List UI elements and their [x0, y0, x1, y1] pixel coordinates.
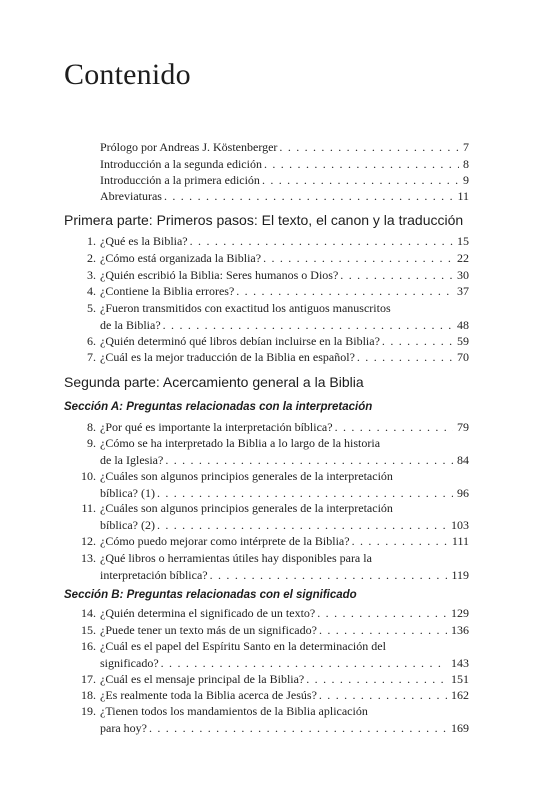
entry-page: 79: [457, 420, 469, 434]
entry-title-cont: de la Iglesia?: [100, 453, 164, 467]
entry-page: 136: [451, 623, 469, 637]
entry-number: 2.: [87, 251, 96, 265]
entry-page: 8: [463, 157, 469, 171]
entry-page: 169: [451, 721, 469, 735]
entry-number: 18.: [81, 688, 96, 702]
entry-title: ¿Quién determina el significado de un texto?: [100, 606, 316, 620]
entry-title-cont: interpretación bíblica?: [100, 568, 208, 582]
entry-title: ¿Es realmente toda la Biblia acerca de Jesús?: [100, 688, 317, 702]
entry-page: 48: [457, 318, 469, 332]
entry-page: 96: [457, 486, 469, 500]
entry-number: 19.: [81, 704, 96, 718]
entry-number: 6.: [87, 334, 96, 348]
entry-number: 16.: [81, 639, 96, 653]
entry-page: 9: [463, 173, 469, 187]
entry-title-cont: significado?: [100, 656, 159, 670]
entry-title: ¿Cuál es la mejor traducción de la Biblia en español?: [100, 350, 355, 364]
entry-title: ¿Tienen todos los mandamientos de la Biblia aplicación: [100, 704, 368, 718]
entry-title: Introducción a la primera edición: [100, 173, 260, 187]
entry-title: ¿Quién escribió la Biblia: Seres humanos o Dios?: [100, 268, 339, 282]
entry-page: 151: [451, 672, 469, 686]
entry-title: ¿Cómo está organizada la Biblia?: [100, 251, 262, 265]
part-heading: Primera parte: Primeros pasos: El texto, el canon y la traducción: [64, 212, 464, 228]
entry-number: 3.: [87, 268, 96, 282]
entry-page: 15: [457, 234, 469, 248]
entry-page: 84: [457, 453, 469, 467]
entry-page: 37: [457, 284, 469, 298]
entry-title: ¿Cómo se ha interpretado la Biblia a lo largo de la historia: [100, 436, 381, 450]
entry-page: 7: [463, 140, 469, 154]
entry-page: 103: [451, 518, 469, 532]
entry-number: 15.: [81, 623, 96, 637]
part-heading: Segunda parte: Acercamiento general a la Biblia: [64, 374, 364, 390]
entry-number: 9.: [87, 436, 96, 450]
entry-page: 30: [457, 268, 469, 282]
entry-title: ¿Qué libros o herramientas útiles hay disponibles para la: [100, 551, 372, 565]
entry-page: 22: [457, 251, 469, 265]
entry-number: 5.: [87, 301, 96, 315]
entry-title-cont: de la Biblia?: [100, 318, 161, 332]
entry-number: 10.: [81, 469, 96, 483]
entry-title: Prólogo por Andreas J. Köstenberger: [100, 140, 278, 154]
entry-page: 119: [451, 568, 469, 582]
entry-title: ¿Por qué es importante la interpretación bíblica?: [100, 420, 333, 434]
entry-title: ¿Quién determinó qué libros debían incluirse en la Biblia?: [100, 334, 380, 348]
section-heading: Sección A: Preguntas relacionadas con la interpretación: [64, 401, 373, 413]
entry-title-cont: bíblica? (2): [100, 518, 155, 532]
entry-page: 11: [457, 189, 469, 203]
entry-title-cont: para hoy?: [100, 721, 147, 735]
page-title: Contenido: [64, 58, 191, 91]
entry-title: ¿Cuál es el papel del Espíritu Santo en la determinación del: [100, 639, 386, 653]
entry-number: 13.: [81, 551, 96, 565]
entry-number: 4.: [87, 284, 96, 298]
entry-title: ¿Cuáles son algunos principios generales de la interpretación: [100, 469, 393, 483]
entry-number: 12.: [81, 534, 96, 548]
entry-title: ¿Fueron transmitidos con exactitud los antiguos manuscritos: [100, 301, 391, 315]
entry-page: 143: [451, 656, 469, 670]
entry-page: 129: [451, 606, 469, 620]
entry-title: ¿Puede tener un texto más de un significado?: [100, 623, 317, 637]
entry-title: Abreviaturas: [100, 189, 162, 203]
entry-title: ¿Contiene la Biblia errores?: [100, 284, 235, 298]
entry-page: 70: [457, 350, 469, 364]
entry-page: 111: [451, 534, 469, 548]
entry-number: 11.: [81, 501, 96, 515]
entry-page: 59: [457, 334, 469, 348]
entry-title: ¿Cuáles son algunos principios generales de la interpretación: [100, 501, 393, 515]
entry-number: 8.: [87, 420, 96, 434]
entry-title: ¿Cómo puedo mejorar como intérprete de la Biblia?: [100, 534, 350, 548]
entry-number: 7.: [87, 350, 96, 364]
entry-number: 1.: [87, 234, 96, 248]
entry-title: Introducción a la segunda edición: [100, 157, 262, 171]
entry-number: 17.: [81, 672, 96, 686]
entry-title: ¿Cuál es el mensaje principal de la Biblia?: [100, 672, 305, 686]
entry-page: 162: [451, 688, 469, 702]
section-heading: Sección B: Preguntas relacionadas con el significado: [64, 589, 357, 601]
entry-number: 14.: [81, 606, 96, 620]
entry-title-cont: bíblica? (1): [100, 486, 155, 500]
entry-title: ¿Qué es la Biblia?: [100, 234, 188, 248]
